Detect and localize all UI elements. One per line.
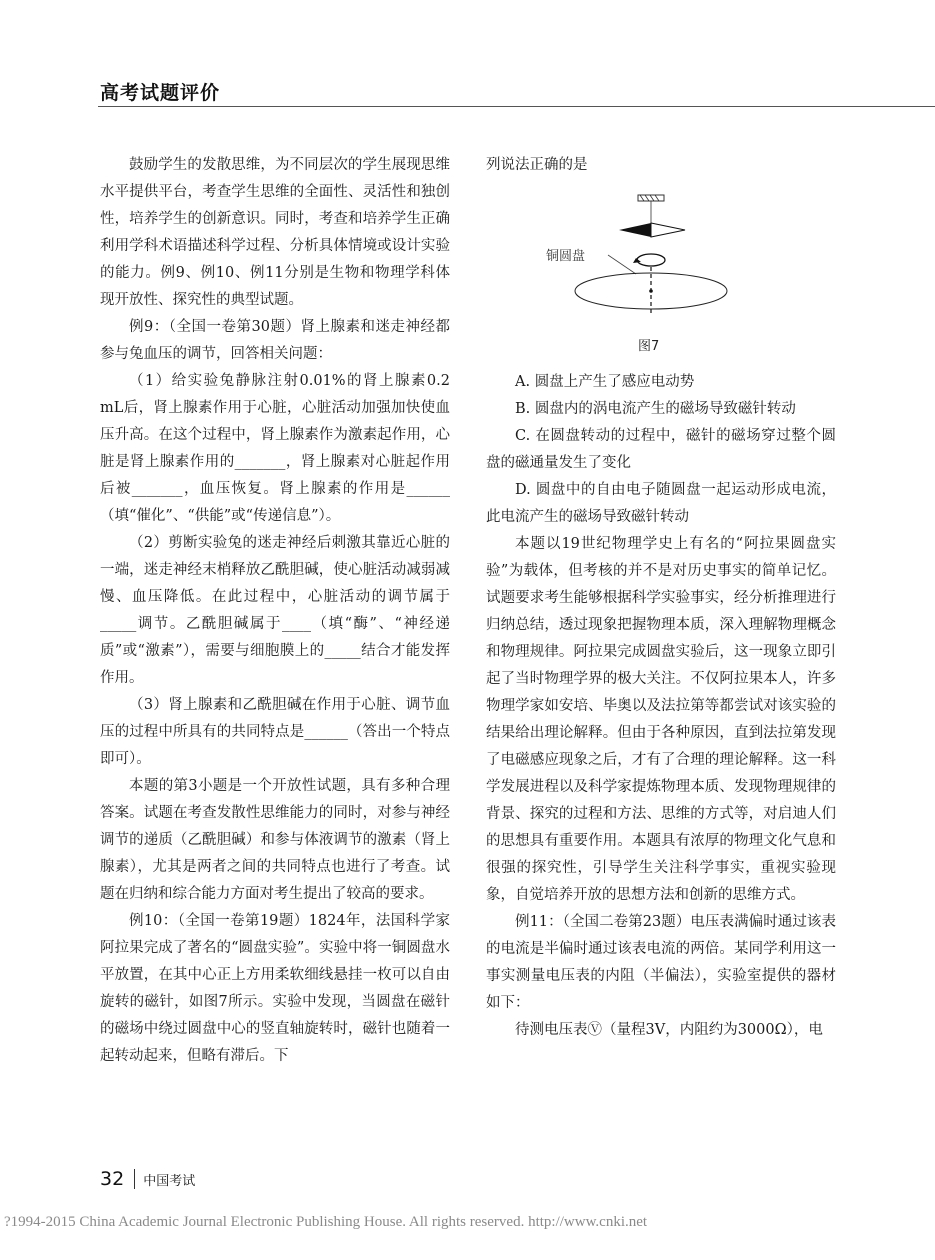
journal-name: 中国考试 bbox=[143, 1173, 196, 1189]
left-column bbox=[100, 152, 450, 1070]
footer-divider bbox=[134, 1169, 135, 1189]
figure-7 bbox=[486, 187, 836, 365]
paragraph: 本题的第3小题是一个开放性试题，具有多种合理答案。试题在考查发散性思维能力的同时，对参与神经调节的递质（乙酰胆碱）和参与体液调节的激素（肾上腺素），尤其是两者之间的共同特点也进行了考查。试题在归纳和综合能力方面对考生提出了较高的要求。 bbox=[100, 778, 450, 902]
copper-disk-diagram bbox=[486, 187, 836, 365]
header-rule bbox=[98, 106, 935, 107]
paragraph: （3）肾上腺素和乙酰胆碱在作用于心脏、调节血压的过程中所具有的共同特点是______（答出一个特点即可）。 bbox=[100, 697, 450, 767]
page-number: 32 bbox=[100, 1168, 125, 1190]
page-footer bbox=[100, 1168, 195, 1190]
magnet-needle-south-icon bbox=[651, 223, 685, 237]
paragraph: 例10：（全国一卷第19题）1824年，法国科学家阿拉果完成了著名的“圆盘实验”。实验中将一铜圆盘水平放置，在其中心正上方用柔软细线悬挂一枚可以自由旋转的磁针，如图7所示。实验中发现，当圆盘在磁针的磁场中绕过圆盘中心的竖直轴旋转时，磁针也随着一起转动起来，但略有滞后。下 bbox=[100, 913, 450, 1064]
choice-d: D. 圆盘中的自由电子随圆盘一起运动形成电流，此电流产生的磁场导致磁针转动 bbox=[486, 482, 836, 525]
choice-a: A. 圆盘上产生了感应电动势 bbox=[515, 374, 695, 390]
paragraph: 例11：（全国二卷第23题）电压表满偏时通过该表的电流是半偏时通过该表电流的两倍。某同学利用这一事实测量电压表的内阻（半偏法），实验室提供的器材如下： bbox=[486, 914, 836, 1011]
paragraph: 例9：（全国一卷第30题）肾上腺素和迷走神经都参与兔血压的调节，回答相关问题： bbox=[100, 319, 450, 362]
paragraph: （2）剪断实验兔的迷走神经后刺激其靠近心脏的一端，迷走神经末梢释放乙酰胆碱，使心脏活动减弱减慢、血压降低。在此过程中，心脏活动的调节属于_____调节。乙酰胆碱属于____（填“酶”、“神经递质”或“激素”），需要与细胞膜上的_____结合才能发挥作用。 bbox=[100, 535, 450, 686]
magnet-needle-north-icon bbox=[619, 223, 651, 237]
figure-caption: 图7 bbox=[638, 339, 660, 354]
paragraph: 待测电压表Ⓥ（量程3V，内阻约为3000Ω），电 bbox=[515, 1022, 823, 1038]
paragraph: 列说法正确的是 bbox=[486, 157, 588, 173]
paragraph: （1）给实验兔静脉注射0.01%的肾上腺素0.2 mL后，肾上腺素作用于心脏，心脏活动加强加快使血压升高。在这个过程中，肾上腺素作为激素起作用，心脏是肾上腺素作用的_______，肾上腺素对心脏起作用后被_______，血压恢复。肾上腺素的作用是______（填“催化”、“供能”或“传递信息”）。 bbox=[100, 373, 450, 524]
section-title: 高考试题评价 bbox=[100, 82, 221, 104]
right-column bbox=[486, 152, 836, 1044]
choice-b: B. 圆盘内的涡电流产生的磁场导致磁针转动 bbox=[515, 401, 796, 417]
rotation-arrow-icon bbox=[637, 254, 665, 266]
figure-label: 铜圆盘 bbox=[546, 249, 586, 264]
paragraph: 鼓励学生的发散思维，为不同层次的学生展现思维水平提供平台，考查学生思维的全面性、灵活性和独创性，培养学生的创新意识。同时，考查和培养学生正确利用学科术语描述科学过程、分析具体情境或设计实验的能力。例9、例10、例11分别是生物和物理学科体现开放性、探究性的典型试题。 bbox=[100, 157, 450, 308]
choice-c: C. 在圆盘转动的过程中，磁针的磁场穿过整个圆盘的磁通量发生了变化 bbox=[486, 428, 836, 471]
paragraph: 本题以19世纪物理学史上有名的“阿拉果圆盘实验”为载体，但考核的并不是对历史事实的简单记忆。试题要求考生能够根据科学实验事实，经分析推理进行归纳总结，透过现象把握物理本质，深入理解物理概念和物理规律。阿拉果完成圆盘实验后，这一现象立即引起了当时物理学界的极大关注。不仅阿拉果本人，许多物理学家如安培、毕奥以及法拉第等都尝试对该实验的结果给出理论解释。但由于各种原因，直到法拉第发现了电磁感应现象之后，才有了合理的理论解释。这一科学发展进程以及科学家提炼物理本质、发现物理规律的背景、探究的过程和方法、思维的方式等，对启迪人们的思想具有重要作用。本题具有浓厚的物理文化气息和很强的探究性，引导学生关注科学事实，重视实验现象，自觉培养开放的思想方法和创新的思维方式。 bbox=[486, 536, 836, 903]
copyright-notice: ?1994-2015 China Academic Journal Electronic Publishing House. All rights reserved. http://www.cnki.net bbox=[4, 1214, 648, 1230]
